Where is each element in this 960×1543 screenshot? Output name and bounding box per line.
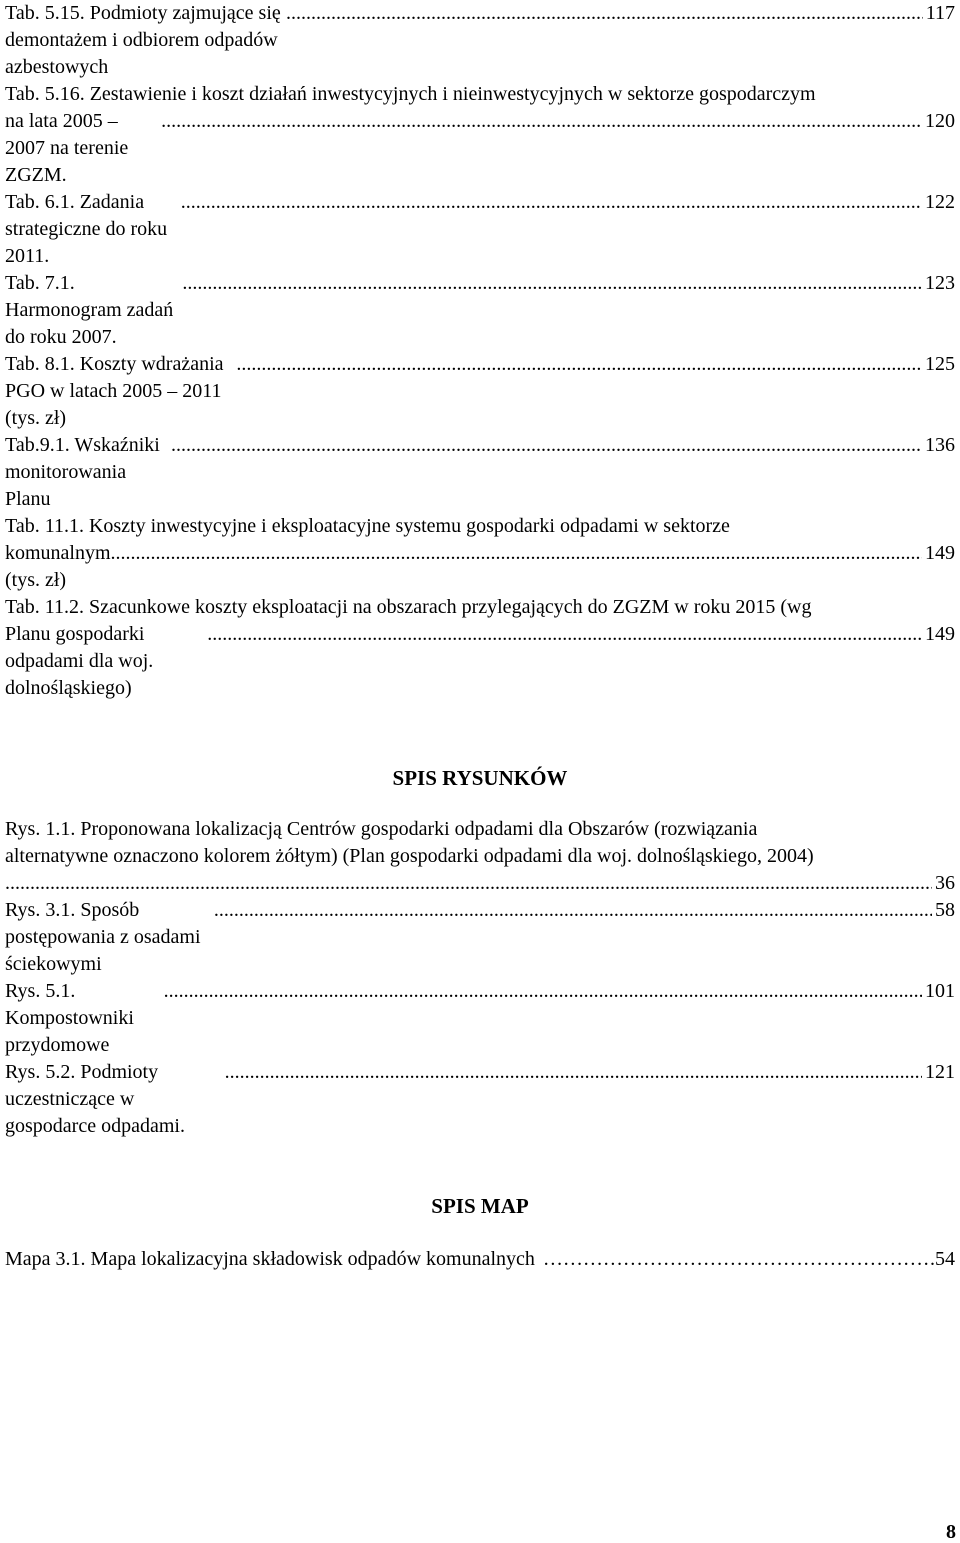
toc-entry-label-cont: Planu gospodarki odpadami dla woj. dolnośląskiego)	[5, 623, 154, 699]
section-heading-figures: SPIS RYSUNKÓW	[392, 766, 568, 790]
toc-entry-label-cont: alternatywne oznaczono kolorem żółtym) (Plan gospodarki odpadami dla woj. dolnośląskiego, 2004)	[5, 845, 814, 867]
toc-entry[interactable]	[5, 1246, 955, 1273]
dot-leader	[286, 0, 923, 27]
toc-entry-label: Tab. 11.1. Koszty inwestycyjne i eksploatacyjne systemu gospodarki odpadami w sektorze	[5, 515, 730, 537]
toc-entry[interactable]	[5, 432, 955, 513]
dot-leader	[161, 108, 922, 135]
toc-entry-label-cont: na lata 2005 – 2007 na terenie ZGZM.	[5, 110, 129, 186]
toc-entry-label: Rys. 5.2. Podmioty uczestniczące w gospodarce odpadami.	[5, 1061, 185, 1137]
figures-section	[5, 765, 955, 1140]
toc-entry-label: Tab. 5.16. Zestawienie i koszt działań inwestycyjnych i nieinwestycyjnych w sektorze gospodarczym	[5, 83, 816, 105]
toc-entry[interactable]	[5, 351, 955, 432]
toc-entry-page: 123	[925, 272, 955, 294]
section-heading-maps: SPIS MAP	[431, 1194, 529, 1218]
toc-entry-page: 121	[925, 1061, 955, 1083]
toc-entry[interactable]	[5, 189, 955, 270]
toc-entry[interactable]	[5, 897, 955, 978]
toc-entry[interactable]	[5, 513, 955, 594]
toc-entry-label: Tab. 7.1. Harmonogram zadań do roku 2007.	[5, 272, 174, 348]
table-list	[5, 0, 955, 702]
toc-entry-page: 149	[925, 623, 955, 645]
toc-entry-page: .54	[930, 1248, 955, 1270]
dot-leader	[171, 432, 922, 459]
toc-entry[interactable]	[5, 978, 955, 1059]
document-page	[5, 0, 955, 1273]
toc-entry-label: Rys. 3.1. Sposób postępowania z osadami ściekowymi	[5, 899, 201, 975]
toc-entry-label: Tab. 8.1. Koszty wdrażania PGO w latach 2005 – 2011 (tys. zł)	[5, 353, 224, 429]
dot-leader	[182, 270, 922, 297]
dot-leader	[181, 189, 922, 216]
dot-leader	[111, 540, 922, 567]
toc-entry-page: 120	[925, 110, 955, 132]
dot-leader	[236, 351, 922, 378]
toc-entry-label: Rys. 5.1. Kompostowniki przydomowe	[5, 980, 134, 1056]
toc-entry[interactable]	[5, 594, 955, 702]
dot-leader	[164, 978, 922, 1005]
toc-entry-page: 58	[935, 899, 955, 921]
toc-entry-page: 122	[925, 191, 955, 213]
toc-entry-label: Rys. 1.1. Proponowana lokalizacją Centrów gospodarki odpadami dla Obszarów (rozwiązania	[5, 818, 758, 840]
toc-entry-page: 36	[935, 872, 955, 894]
toc-entry-page: 149	[925, 542, 955, 564]
ellipsis-leader	[535, 1246, 930, 1273]
toc-entry-label: Tab. 6.1. Zadania strategiczne do roku 2011.	[5, 191, 168, 267]
dot-leader	[207, 621, 922, 648]
toc-entry-label: Mapa 3.1. Mapa lokalizacyjna składowisk odpadów komunalnych	[5, 1248, 535, 1270]
toc-entry-label: Tab. 5.15. Podmioty zajmujące się demontażem i odbiorem odpadów azbestowych	[5, 2, 281, 78]
toc-entry-label-cont: komunalnym (tys. zł)	[5, 542, 111, 591]
toc-entry-page: 101	[925, 980, 955, 1002]
toc-entry[interactable]	[5, 270, 955, 351]
toc-entry[interactable]	[5, 1059, 955, 1140]
toc-entry[interactable]	[5, 816, 955, 897]
toc-entry-label: Tab. 11.2. Szacunkowe koszty eksploatacji na obszarach przylegających do ZGZM w roku 2015 (wg	[5, 596, 812, 618]
dot-leader	[214, 897, 932, 924]
toc-entry[interactable]	[5, 0, 955, 81]
toc-entry-label: Tab.9.1. Wskaźniki monitorowania Planu	[5, 434, 160, 510]
page-number: 8	[946, 1521, 956, 1543]
dot-leader	[225, 1059, 922, 1086]
toc-entry[interactable]	[5, 81, 955, 189]
toc-entry-page: 125	[925, 353, 955, 375]
toc-entry-page: 136	[925, 434, 955, 456]
dot-leader	[5, 870, 932, 897]
toc-entry-page: 117	[925, 2, 955, 24]
maps-section	[5, 1193, 955, 1273]
